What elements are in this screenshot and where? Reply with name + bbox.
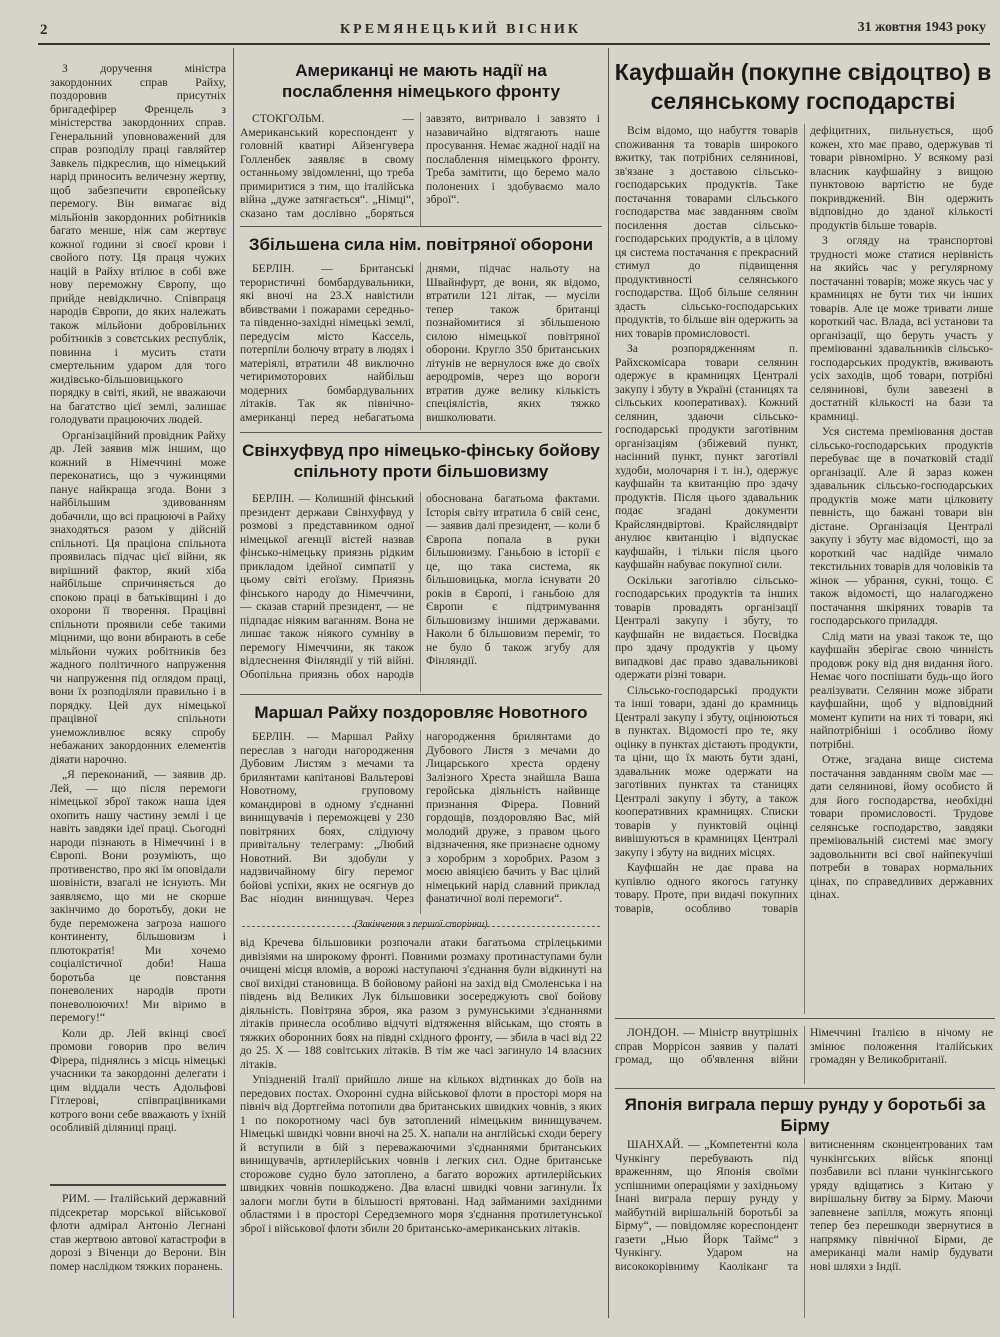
paragraph: З доручення міністра закордонних справ Райху, поздоровив присутніх бригадефірер Френцель з міністерства закордонних справ. Генеральний уповноважений для справ розподілу праці гавляйтер Завкель підкреслив, що німецький нарід приносить величезну жертву, щоб забезпечити європейську перемогу. Він вимагає від мільйонів закордонних робітників багато менше, ніж сам жертвує кожної години зі своєї крови і свойого поту. Ця праця чужих націй в Райху втілює в собі вже нову переможну Європу, що прийде невідклично. Співпраця народів Європи, до яких належать також мільйони добровільних робітників з совєтських республік, повинна і мусить стати смертельним ударом для того жидівсько-більшовицького порядку в світі, який, не вважаючи на багатство цієї землі, залишає голодувати працюючих людей. [50, 62, 226, 426]
paragraph: БЕРЛІН. — Маршал Райху переслав з нагоди нагородження Дубовим Листям з мечами та брилянтами капітанові Вальтерові Новотному, груповому командирові в одному з'єднанні винищувачів і переможцеві у 230 повітряних боях, слідуючу привітальну телеграму: „Любий Новотний. Ви здобули у надзвичайному бігу перемог бойові успіхи, яких не осягнув до Вас ніодин винищувач. Через нагородження брилянтами до Дубового Листя з мечами до Лицарського хреста ордену Залізного Хреста знайшла Ваша геройська діяльність найвище признання Фірера. Повний гордощів, поздоровляю Вас, мій молодий друже, з правом цього відзначення, яке признаєне одному з хоробрим з хоробрих. Разом з моєю авіяцією бачить у Вас цілий німецький нарід славний приклад фанатичної волі перемоги“. [240, 730, 600, 905]
paragraph: Слід мати на увазі також те, що кауфшайн зберігає свою чинність продовж року від дня видання його. Немає чого поспішати будь-що його реалізувати. Селянин може зібрати кауфшайни, щоб у відповідний момент купити на них ті товари, які найпотрібніші і особливо йому потрібні. [810, 629, 993, 751]
paragraph: Кауфшайн не дає права на купівлю одного якогось гатунку товару. Проте, при видачі покупних товарів, особливо товарів дефіцитних, пильнується, щоб кожен, хто має право, одержував ті товари рівномірно. У всякому разі власник кауфшайну з вищою пунктовою вартістю не буде покривджений. Він одержить відповідно до зданої кількості продуктів більше товарів. [615, 124, 993, 915]
article-separator [50, 1184, 226, 1186]
svinhufvud-article-body [240, 492, 600, 692]
paragraph: Отже, згадана вище система постачання завданням своїм має — дати селянинові, йому особисто й для його господарства, необхідні товари промисловості. Трудове селянське господарство, завдяки преміювальній системі має змогу задовольнити всі свої найпекучіші потреби в товарах нормальних цінах, по справедливих державних цінах. [810, 753, 993, 901]
japan-burma-article-body [615, 1138, 993, 1318]
article-separator [615, 1088, 995, 1089]
newspaper-title: КРЕМЯНЕЦЬКИЙ ВІСНИК [340, 22, 581, 37]
headline-japan-burma: Японія виграла першу рунду у боротьбі за Бірму [624, 1095, 986, 1136]
paragraph: Всім відомо, що набуття товарів споживання та товарів широкого вжитку, так потрібних селянинові, зв'язане з доставою сільсько-господарських продуктів. Таке постачання товарами сільського господарства має завданням своїм посилення достав сільсько-господарських продуктів, а в цілому ця система постачання є прекрасний стимул до підвищення продуктивності селянського господарства. Щоб більше селянин здасть сільсько-господарських продуктів, то більше він одержить за них товарів промисловості. [615, 124, 798, 340]
article-separator [240, 432, 602, 433]
headline-svinhufvud: Свінхуфвуд про німецько-фінську бойову спільноту проти більшовизму [242, 441, 600, 482]
paragraph: БЕРЛІН. — Британські терористичні бомбардувальники, які вночі на 23.Х навістили вбивствами і пожарами середньо-та південно-західні німецькі землі, передусім місто Кассель, потерпіли болючу втрату в людях і матеріялі, втратили 48 виключно четиримоторових найбільш модерних бомбардувальних літаків. Так як північно-американці перед небагатьома днями, підчас нальоту на Швайнфурт, де вони, як відомо, втратили 121 літак, — мусіли тепер також британці познайомитися зі збільшеною силою німецької повітряної оборони. Кругло 350 британських літунів не вернулося вже до своїх аеродромів, через що вороги втратив дуже велику кількість спеціялістів, яких тяжко вишколювати. [240, 262, 600, 424]
london-article-body [615, 1026, 993, 1084]
headline-kaufschein: Кауфшайн (покупне свідоцтво) в селянському господарстві [614, 59, 992, 114]
paragraph: СТОКГОЛЬМ. — Американський кореспондент у головній кватирі Айзенгувера Голленбек заявляє в свому останньому звідомленні, що треба примиритися з тим, що італійська війна „дуже затягається“. „Німці“, сказано там дослівно „боряться завзято, витривало і завзято і назавичайно відтягають наше просування. Немає жадної надії на послаблення німецького фронту. Треба замітити, що беремо мало полонених і здобуваємо мало зброї“. [240, 112, 600, 220]
headline-novotny: Маршал Райху поздоровляє Новотного [254, 703, 588, 722]
paragraph: РИМ. — Італійський державний підсекретар морської військової флоти адмірал Антоніо Легнані став жертвою автової катастрофи в дорозі з Віченци до Верони. Він помер наслідком тяжких поранень. [50, 1192, 226, 1273]
paragraph: Організаційний провідник Райху др. Лей заявив між іншим, що кожний в Німеччині може переконатись, що з чужинцями панує найкраща згода. Вони з найбільшим здивованням добачили, що всі працюючі в Райху знаходяться разом у дійсній спільноті. Ця праціона спільнота проявилась підчас цієї війни, як вирішний фактор, який хіба найбільше спричиняється до спокою праці в батьківщині і до охорони її творення. Працівні спільноти проявили себе такими міцними, що вони вбирають в себе мільйони чужих робітників без жадного політичного напруження чи напруження під оглядом праці, вони їх розподіляли правильно і в порядку. Цей дух німецької працівної спільноти унеможливлює всяку спробу небажаних закордонних елементів діяати нарочно. [50, 428, 226, 766]
headline-americans: Американці не мають надії на послаблення німецького фронту [281, 61, 561, 102]
paragraph: Упіздненій Італії прийшло лише на кількох відтинках до боїв на передових постах. Охоронні судна військової флоти в просторі моря на північ від Дортгейма потопили два британських швидких човнів, з яких 1 по покоротному часі був затоплений німецьким винищувачем. Німецькі швидкі човни вночі на 25. Х. напали на англійські сходи берегу й вступили в бій з переважаючими з'єднаннями британських винищувачів, артилерійських човнів і легких сил. Одне британське сторожове судно було затоплено, а багато ворожих артилерійських швидких човнів пошкоджено. Два власні швидкі човни загинули. Їх залоги могли бути в більшості врятовані. Над займаними західними областями і в просторі Середземного моря з'єднання протилетунської зброї і військової флоти збили 20 британсько-американських літаків. [240, 1073, 602, 1235]
paragraph: Уся система преміювання достав сільсько-господарських продуктів перебуває ще в початковій стадії організації. Але й зараз кожен здавальник сільсько-господарських продуктів може мати цілковиту певність, що бажані товари він дістане. Організація Централі закупу і збуту має відомості, що за короткий час надійде чимало текстильних товарів для чоловіків та жінок — убрання, сукні, тощо. Є також відомості, що налагоджено постачання шкіряних товарів та господарського приладдя. [810, 425, 993, 627]
air-defense-article-body [240, 262, 600, 430]
article-separator [615, 1018, 995, 1019]
left-article-body [50, 62, 226, 1174]
page-number: 2 [40, 22, 48, 38]
paragraph: „Я переконаний, — заявив др. Лей, — що після перемоги німецької зброї також наша ідея охопить нашу частину землі і це навіть завдяки ідеї праці. Сьогодні народи пізнають в Німеччині і в Європі. Вони розуміють, що противенство, про які їм оповідали шовіністи, взагалі не існують. Ми заявляємо, що ми не скорше закінчимо до боротьбу, доки не буде переможена загроза нашого континенту, більшовизм і плютократія! Ми хочемо соціалістичної доби! Наша боротьба це повстання поневолених народів проти поневолюючих! Ми віримо в перемогу!“ [50, 768, 226, 1024]
headline-air-defense: Збільшена сила нім. повітряної оборони [248, 235, 594, 254]
paragraph: БЕРЛІН. — Колишній фінський президент держави Свінхуфвуд у розмові з представником одної німецької агенції вістей назвав фінсько-німецьку приязнь рідким прикладом ідейної симпатії у цьому світі егоїзму. Приязнь фінського народу до Німеччини, — сказав старий президент, — не підпадає ніяким ваганням. Вона не лишає також ніякого сумніву в перемогу Німеччини, як також відлеснення Фінляндії у тій війні. Обопільна приязнь обох народів обоснована багатьома фактами. Історія світу втратила б свій сенс, — заявив далі президент, — коли б Європа попала в руки більшовизму. Ганьбою в історії є це, що така система, як більшовицька, могла існувати 20 років в Європі, і ганьбою для Європи є підтримування більшовизму іншими державами. Наколи б більшовизм переміг, то не було б також згубу для Фінляндії. [240, 492, 600, 681]
rim-article-body [50, 1192, 226, 1312]
column-divider-right [608, 48, 609, 1318]
americans-article-body [240, 112, 600, 226]
column-divider-left [233, 48, 234, 1318]
header-rule [38, 43, 990, 45]
paragraph: ШАНХАЙ. — „Компетентні кола Чункінгу перебувають під враженням, що Японія своїми успішними операціями у західньому Інані виграла першу рунду у майбутній вирішальній боротьбі за Бірму“, — повідомляє кореспондент газети „Нью Йорк Таймс“ з Чункінгу. Ударом на висококорівниму Каоліканг та витисненням сконцентрованих там чункінгських військ японці позбавили всі плани чункінгського уряду вдіщатись з Китаю у вирішальну битву за Бірму. Маючи запевнене запілля, можуть японці тепер без перешкоди звернутися в напрямку північної Бірми, де американці мали намір будувати нові шляхи з Індії. [615, 1138, 993, 1273]
novotny-article-body [240, 730, 600, 914]
issue-date: 31 жовтня 1943 року [857, 20, 986, 35]
paragraph: ЛОНДОН. — Міністр внутрішніх справ Моррісон заявив у палаті громад, що об'явлення війни Німеччині Італією в нічому не змінює положення італійських громадян у Великобританії. [615, 1026, 993, 1066]
paragraph: З огляду на транспортові трудності може статися нерівність на якийсь час у регулярному постачанні товарів; може якусь час у крамницях не бути тих чи інших товарів. Але це може тривати лише короткий час. Влада, всі установи та організації, що беруть участь у преміюванні здавальників сільсько-господарських продуктів, вживають усіх заходів, щоб товари, потрібні селянинові, були завезені в достатній кількості на бази та крамниці. [810, 234, 993, 423]
paragraph: Коли др. Лей вкінці своєї промови говорив про велич Фірера, піднялись з місць німецькі учасники та закордонні делегати і цим віддали честь Адольфові Гітлерові, співпрацівниками котрого вони себе вважають у їхній особливій діляниці праці. [50, 1026, 226, 1134]
paragraph: від Кречева більшовики розпочали атаки багатьома стрілецькими дивізіями на широкому фронті. Повними розмаху протинаступами були очищені місця вломів, а ворожі наступаючі з'єднання були відкинуті на свої вихідні становища. В бойовому районі на захід від Смоленська і на південь від Великих Лук більшовики зосереджують свої бойову діяльність. Повітряна зброя, яка разом з румунськими з'єднаннями літаків принесла особливо відчуті відтяження військам, що стоять в тяжких оборонних боях на півдні східного фронту, — збила в часі від 22 до 25. Х — 188 совітських літаків. В тім же часі загинуло 14 власних літаків. [240, 936, 602, 1071]
paragraph: За розпорядженням п. Райхскомісара товари селянин одержує в крамницях Централі закупу і збуту в Україні (станицях та сільських кооперативах). Кожний селянин, здаючи сільсько-господарські продукти заготівним організаціям (збіжевий пункт, насінний пункт, пункт заготівлі худоби, молочарня і т. ін.), одержує кауфшайн та квитанцію про здачу продуктів. Після цього здавальник подає згадані документи Крайсляндвіртові. Крайсляндвірт анулює квитанцію і відпускає кауфшайн, і тільки після цього кауфшайн набуває покупної сили. [615, 342, 798, 571]
paragraph: Оскільки заготівлю сільсько-господарських продуктів та інших товарів провадять організації Централі закупу і збуту, то кауфшайн не видається. Посвідка про здачу продуктів у цьому випадкові дає право здавальникові одержати різні товари. [615, 573, 798, 681]
article-separator [240, 226, 602, 227]
continuation-note: (Закінчення з першої сторінки) [354, 919, 488, 930]
paragraph: Сільсько-господарські продукти та інші товари, здані до крамниць Централі закупу і збуту, оцінюються в пунктах. Відомості про те, яку оцінку в пунктах дістають продукти, та ціни, що їх мають бути здані, здавальник може одержати на заготівних пунктах та станицях Централі закупу і збуту, а також кооперативних крамницях. Списки товарів у пунктовій оцінці вивішуються в крамницях Централі закупу і збуту на видних місцях. [615, 683, 798, 859]
kaufschein-article-body [615, 124, 993, 1014]
article-separator [240, 694, 602, 695]
front-continuation-body [240, 936, 602, 1314]
